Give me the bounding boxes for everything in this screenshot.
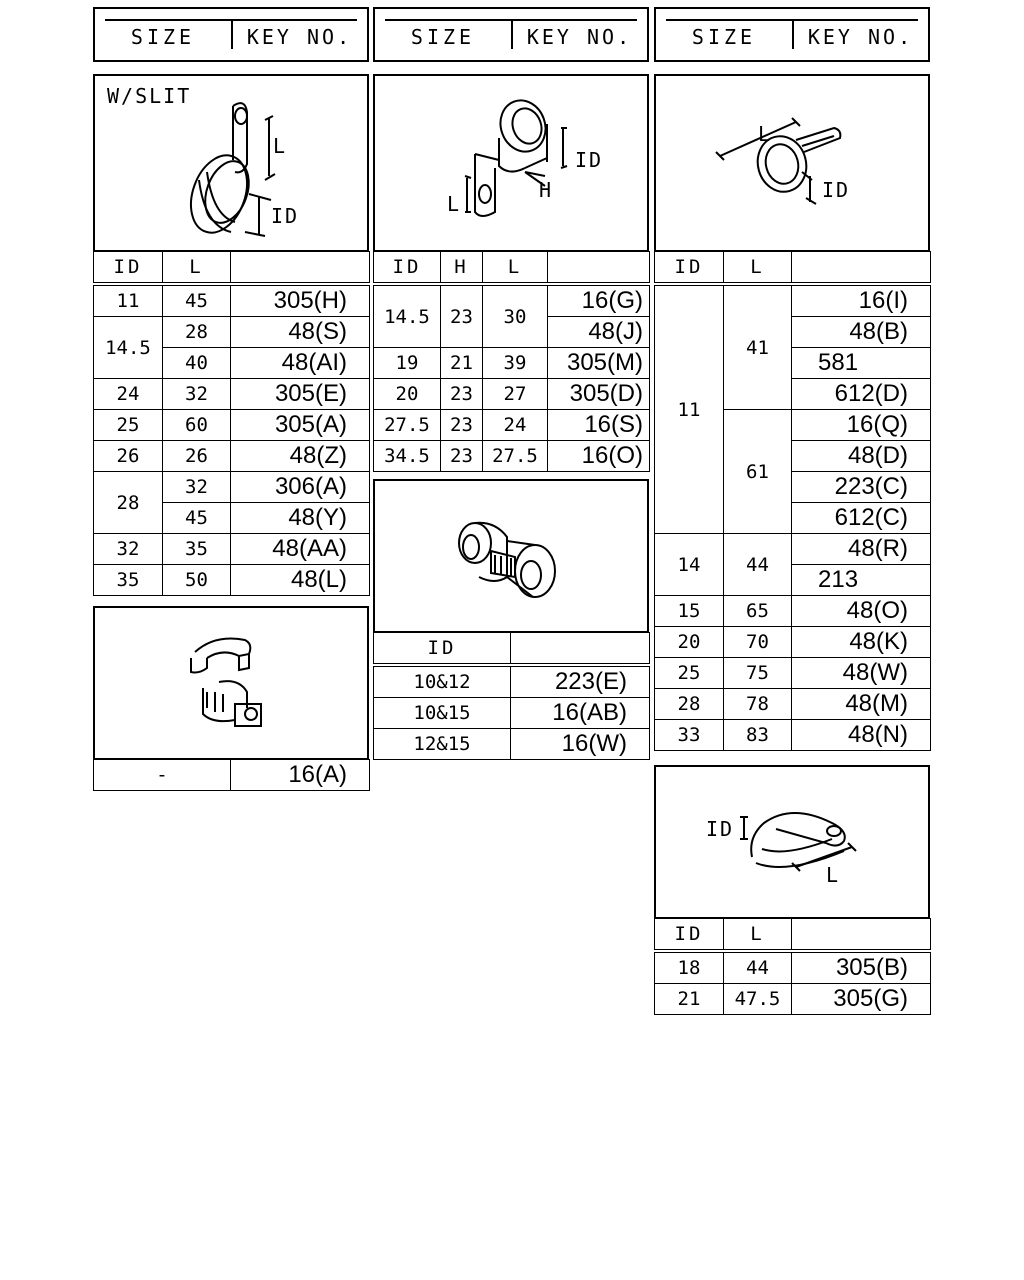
size-label: SIZE — [130, 25, 196, 49]
cell-key: 16(O) — [548, 441, 650, 472]
cell-key: 48(B) — [792, 317, 931, 348]
cell-h: 23 — [441, 379, 483, 410]
cell-key: 16(W) — [511, 729, 650, 760]
col-key — [792, 919, 931, 952]
cell-key: 16(AB) — [511, 698, 650, 729]
table-row — [94, 472, 370, 503]
cell-l: 28 — [163, 317, 231, 348]
cell-key: 48(L) — [231, 565, 370, 596]
cell-l: 65 — [724, 596, 792, 627]
dim-l: L — [826, 863, 841, 887]
dim-l: L — [447, 192, 462, 216]
cell-key: 305(A) — [231, 410, 370, 441]
col-h: H — [441, 252, 483, 285]
cell-h: 23 — [441, 284, 483, 348]
cell-key: 48(J) — [548, 317, 650, 348]
table-row — [94, 565, 370, 596]
cell-l: 78 — [724, 689, 792, 720]
cell-key: 305(H) — [231, 284, 370, 317]
cell-id: 10&12 — [374, 665, 511, 698]
cell-key: 48(D) — [792, 441, 931, 472]
cell-key: 305(B) — [792, 951, 931, 984]
band-clamp-drawing — [656, 76, 928, 250]
cell-l: 60 — [163, 410, 231, 441]
figure-panel-twin-clip — [373, 479, 649, 633]
cell-l: 47.5 — [724, 984, 792, 1015]
cell-id: 10&15 — [374, 698, 511, 729]
size-label: SIZE — [691, 25, 757, 49]
cell-key: 16(G) — [548, 284, 650, 317]
cell-l: 26 — [163, 441, 231, 472]
table-row — [94, 410, 370, 441]
cell-l: 32 — [163, 472, 231, 503]
cell-key: 305(D) — [548, 379, 650, 410]
cell-id: 25 — [655, 658, 724, 689]
cell-h: 21 — [441, 348, 483, 379]
table-row — [94, 441, 370, 472]
cell-key: 48(W) — [792, 658, 931, 689]
cell-l: 45 — [163, 503, 231, 534]
table-row — [94, 284, 370, 317]
cell-l: 30 — [483, 284, 548, 348]
header-col2 — [373, 7, 649, 62]
table-row — [655, 720, 931, 751]
cell-id: 14.5 — [374, 284, 441, 348]
table-row — [655, 627, 931, 658]
table-row — [374, 348, 650, 379]
twin-clip-table — [373, 632, 650, 760]
loop-clamp-table — [654, 918, 931, 1015]
key-no-label: KEY NO. — [526, 25, 633, 49]
cell-id: 20 — [374, 379, 441, 410]
cell-id: 25 — [94, 410, 163, 441]
twin-clip-drawing — [375, 481, 647, 631]
cell-l: 24 — [483, 410, 548, 441]
cell-id: 26 — [94, 441, 163, 472]
cell-id: 14.5 — [94, 317, 163, 379]
cell-key: 48(Z) — [231, 441, 370, 472]
bracket-clamp-drawing — [375, 76, 647, 250]
cell-key: 16(Q) — [792, 410, 931, 441]
table-row — [655, 689, 931, 720]
col-id: ID — [655, 919, 724, 952]
band-clamp-table — [654, 251, 931, 751]
table-row — [94, 760, 370, 791]
col-key — [231, 252, 370, 285]
cell-id: 15 — [655, 596, 724, 627]
cell-l: 45 — [163, 284, 231, 317]
col-key — [511, 633, 650, 666]
cell-key: 306(A) — [231, 472, 370, 503]
fig-note-wslit: W/SLIT — [107, 84, 192, 108]
cell-key: 612(D) — [792, 379, 931, 410]
table-row — [655, 658, 931, 689]
dim-l: L — [273, 134, 288, 158]
col-l: L — [724, 252, 792, 285]
table-row — [374, 379, 650, 410]
cell-key: 48(M) — [792, 689, 931, 720]
cell-key: 48(O) — [792, 596, 931, 627]
key-no-label: KEY NO. — [807, 25, 914, 49]
col-key — [548, 252, 650, 285]
cell-l: 40 — [163, 348, 231, 379]
cell-id: 28 — [655, 689, 724, 720]
table-row — [655, 596, 931, 627]
slit-clamp-table — [93, 251, 370, 596]
cell-id: 18 — [655, 951, 724, 984]
figure-panel-bracket-clamp — [373, 74, 649, 252]
cell-key: 213 — [792, 565, 931, 596]
table-row — [655, 534, 931, 565]
dim-id: ID — [822, 178, 851, 202]
table-header-row — [374, 633, 650, 666]
cell-l: 39 — [483, 348, 548, 379]
col-l: L — [483, 252, 548, 285]
dim-l: L — [758, 122, 773, 146]
table-row — [374, 698, 650, 729]
cell-key: 612(C) — [792, 503, 931, 534]
table-row — [374, 284, 650, 317]
cell-key: 16(I) — [792, 284, 931, 317]
size-label: SIZE — [410, 25, 476, 49]
cell-id: 11 — [94, 284, 163, 317]
table-header-row — [655, 252, 931, 285]
cell-l: 35 — [163, 534, 231, 565]
header-col1 — [93, 7, 369, 62]
table-row — [374, 441, 650, 472]
cell-l: 44 — [724, 534, 792, 596]
cell-id: 35 — [94, 565, 163, 596]
cell-id: 12&15 — [374, 729, 511, 760]
table-row — [94, 379, 370, 410]
cell-key: 223(C) — [792, 472, 931, 503]
col-key — [792, 252, 931, 285]
col-l: L — [163, 252, 231, 285]
cell-id: 11 — [655, 284, 724, 534]
cell-l: 83 — [724, 720, 792, 751]
figure-panel-band-clamp — [654, 74, 930, 252]
table-row — [94, 534, 370, 565]
table-row — [374, 410, 650, 441]
cell-key: 305(E) — [231, 379, 370, 410]
cell-id: 19 — [374, 348, 441, 379]
cell-id: 28 — [94, 472, 163, 534]
col-id: ID — [374, 633, 511, 666]
cell-l: 32 — [163, 379, 231, 410]
cell-id: 33 — [655, 720, 724, 751]
cell-key: 48(Y) — [231, 503, 370, 534]
cell-id: 20 — [655, 627, 724, 658]
cell-key: 305(M) — [548, 348, 650, 379]
loop-clamp-drawing — [656, 767, 928, 917]
table-row — [374, 729, 650, 760]
dim-id: ID — [575, 148, 604, 172]
cell-l: 41 — [724, 284, 792, 410]
table-row — [374, 665, 650, 698]
col-l: L — [724, 919, 792, 952]
cell-l: 27 — [483, 379, 548, 410]
table-row — [94, 317, 370, 348]
col-id: ID — [374, 252, 441, 285]
hose-clip-table — [93, 759, 370, 791]
cell-id: 32 — [94, 534, 163, 565]
dim-id: ID — [271, 204, 300, 228]
table-header-row — [374, 252, 650, 285]
figure-panel-hose-clip — [93, 606, 369, 760]
cell-key: 305(G) — [792, 984, 931, 1015]
cell-key: 48(AA) — [231, 534, 370, 565]
table-row — [655, 951, 931, 984]
cell-key: 16(S) — [548, 410, 650, 441]
cell-id: 24 — [94, 379, 163, 410]
dim-h: H — [539, 178, 554, 202]
cell-l: 27.5 — [483, 441, 548, 472]
cell-h: 23 — [441, 410, 483, 441]
cell-size: - — [94, 760, 231, 791]
cell-l: 61 — [724, 410, 792, 534]
col-id: ID — [94, 252, 163, 285]
cell-id: 21 — [655, 984, 724, 1015]
cell-key: 48(K) — [792, 627, 931, 658]
cell-key: 48(R) — [792, 534, 931, 565]
cell-key: 48(N) — [792, 720, 931, 751]
figure-panel-loop-clamp — [654, 765, 930, 919]
col-id: ID — [655, 252, 724, 285]
table-row — [655, 984, 931, 1015]
cell-l: 50 — [163, 565, 231, 596]
cell-key: 48(AI) — [231, 348, 370, 379]
cell-l: 70 — [724, 627, 792, 658]
bracket-clamp-table — [373, 251, 650, 472]
cell-l: 44 — [724, 951, 792, 984]
cell-key: 581 — [792, 348, 931, 379]
key-no-label: KEY NO. — [246, 25, 353, 49]
cell-key: 48(S) — [231, 317, 370, 348]
header-col3 — [654, 7, 930, 62]
cell-l: 75 — [724, 658, 792, 689]
table-header-row — [94, 252, 370, 285]
cell-key: 223(E) — [511, 665, 650, 698]
figure-panel-slit-clamp — [93, 74, 369, 252]
table-row — [655, 284, 931, 317]
hose-clip-drawing — [95, 608, 367, 758]
cell-id: 34.5 — [374, 441, 441, 472]
cell-key: 16(A) — [231, 760, 370, 791]
table-header-row — [655, 919, 931, 952]
cell-h: 23 — [441, 441, 483, 472]
cell-id: 14 — [655, 534, 724, 596]
dim-id: ID — [706, 817, 735, 841]
cell-id: 27.5 — [374, 410, 441, 441]
